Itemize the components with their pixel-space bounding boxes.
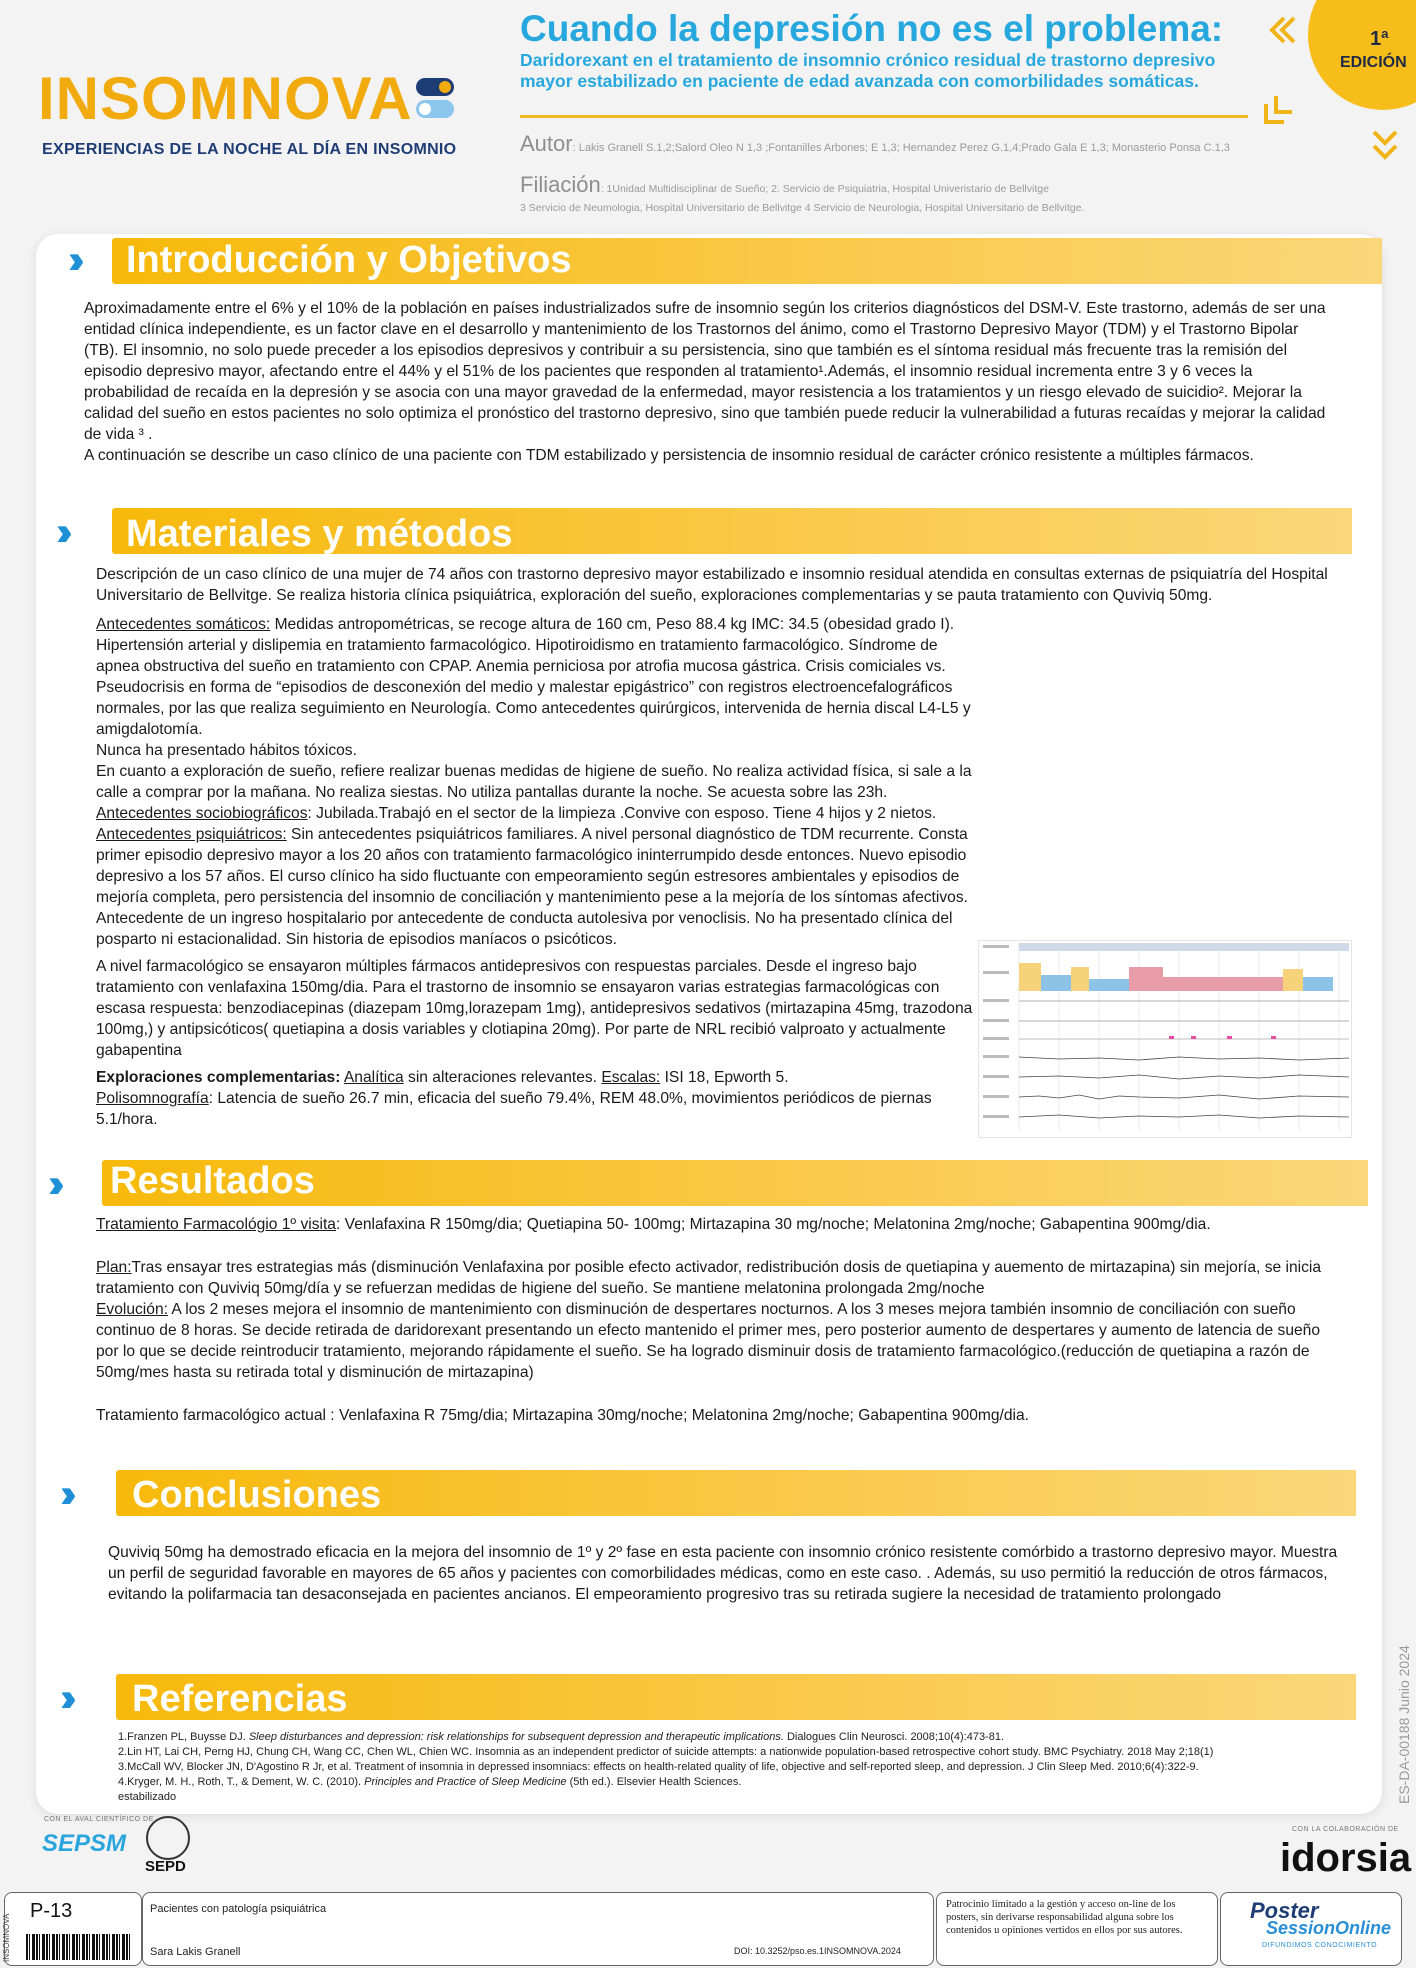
section-chevron-icon: ›› xyxy=(68,238,75,282)
ref1-authors: 1.Franzen PL, Buysse DJ. xyxy=(118,1731,249,1743)
intro-heading: Introducción y Objetivos xyxy=(126,239,572,281)
psych-label: Antecedentes psiquiátricos: xyxy=(96,826,287,843)
complementary-exams xyxy=(96,1067,976,1088)
decorative-down-chevrons-icon xyxy=(1370,126,1400,166)
current-treatment: Tratamiento farmacológico actual : Venlafaxina R 75mg/dia; Mirtazapina 30mg/noche; Melatonina 2mg/noche; Gabapentina 900mg/dia. xyxy=(96,1407,1029,1424)
disclaimer: Patrocinio limitado a la gestión y acceso on-line de los posters, sin derivarse responsabilidad alguna sobre los contenidos u opiniones vertidos en ellos por sus autores. xyxy=(946,1899,1183,1936)
conclusions-text: Quviviq 50mg ha demostrado eficacia en la mejora del insomnio de 1º y 2º fase en esta paciente con insomnio crónico resistente comórbido a trastorno depresivo mayor. Muestra un perfil de seguridad favorable en mayores de 65 años y pacientes con comorbilidades médicas, como en este caso. . Además, su uso permitió la reducción de otros fármacos, evitando la polifarmacia tan desaconsejada en pacientes ancianos. El empeoramiento progresivo tras su retirada sugiere la necesidad de tratamiento prolongado xyxy=(108,1544,1338,1603)
affiliation-heading: Filiación xyxy=(520,172,601,197)
methods-heading: Materiales y métodos xyxy=(126,513,513,555)
psg-text: : Latencia de sueño 26.7 min, eficacia del sueño 79.4%, REM 48.0%, movimientos periódicos de piernas 5.1/hora. xyxy=(96,1090,932,1128)
section-chevron-icon: ›› xyxy=(60,1676,67,1720)
psych-history xyxy=(96,824,976,950)
analitica-label: Analítica xyxy=(343,1069,404,1086)
conclusions-heading: Conclusiones xyxy=(132,1474,382,1516)
edition-label: EDICIÓN xyxy=(1340,54,1407,71)
evolution-text: A los 2 meses mejora el insomnio de mantenimiento con disminución de despertares nocturnos. A los 3 meses mejora también insomnio de conciliación con sueño continuo de 8 horas. Se decide retirada de daridorexant presentando un efecto mantenido el primer mes, pero posterior aumento de despertares y aumento de latencia de sueño por lo que se decide reintroducir tratamiento, mejorando rápidamente el sueño. Se ha logrado disminuir dosis de tratamiento farmacológico.(reducción de quetiapina a razón de 50mg/mes hasta su retirada total y disminución de mirtazapina) xyxy=(96,1301,1321,1381)
authors xyxy=(520,130,1240,159)
plan-label: Plan: xyxy=(96,1259,132,1276)
plan xyxy=(96,1257,1346,1299)
section-chevron-icon: ›› xyxy=(48,1162,55,1206)
reference-2: 2.Lin HT, Lai CH, Perng HJ, Chung CH, Wang CC, Chen WL, Chien WC. Insomnia as an independent predictor of suicide attempts: a nationwide population-based retrospective cohort study. BMC Psychiatry. 2018 May 2;18(1) xyxy=(118,1746,1214,1758)
doi: DOI: 10.3252/pso.es.1INSOMNOVA.2024 xyxy=(734,1946,901,1956)
references-heading: Referencias xyxy=(132,1678,348,1720)
intro-paragraph-1: Aproximadamente entre el 6% y el 10% de la población en países industrializados sufre de insomnio según los criterios diagnósticos del DSM-V. Este trastorno, además de ser una entidad clínica independiente, es un factor clave en el desarrollo y mantenimiento de los Trastornos del ánimo, como el Trastorno Depresivo Mayor (TDM) y el Trastorno Bipolar (TB). El insomnio, no solo puede preceder a los episodios depresivos y contribuir a su persistencia, sino que también es el síntoma residual más frecuente tras la remisión del episodio depresivo mayor, afectando entre el 44% y el 51% de los pacientes que responden al tratamiento¹.Además, el insomnio residual incrementa entre 3 y 6 veces la probabilidad de recaída en la depresión y se asocia con una mayor gravedad de la enfermedad, mayor resistencia a los tratamientos y un riesgo elevado de suicidio². Mejorar la calidad del sueño en estos pacientes no solo optimiza el pronóstico del trastorno depresivo, sino que también puede reducir la vulnerabilidad a futuras recaídas y mejorar la calidad de vida ³ . xyxy=(84,300,1326,443)
affiliation-line-1: : 1Unidad Multidisciplinar de Sueño; 2. Servicio de Psiquiatria, Hospital Univeristario de Bellvitge xyxy=(600,183,1049,195)
section-chevron-icon: ›› xyxy=(56,510,63,554)
results-heading: Resultados xyxy=(110,1160,315,1202)
document-code: ES-DA-00188 Junio 2024 xyxy=(1396,1645,1412,1804)
poster-title: Cuando la depresión no es el problema: xyxy=(520,8,1224,49)
poster-id: P-13 xyxy=(30,1900,73,1922)
vertical-label: INSOMNOVA xyxy=(2,1913,11,1962)
poster-subtitle: Daridorexant en el tratamiento de insomnio crónico residual de trastorno depresivo mayor estabilizado en paciente de edad avanzada con comorbilidades somáticas. xyxy=(520,50,1216,91)
escalas-label: Escalas: xyxy=(601,1069,661,1086)
sepd-logo: SEPD xyxy=(145,1858,186,1875)
intro-paragraph-2: A continuación se describe un caso clínico de una paciente con TDM estabilizado y persistencia de insomnio residual de carácter crónico resistente a múltiples fármacos. xyxy=(84,447,1254,464)
aval-label: CON EL AVAL CIENTÍFICO DE xyxy=(44,1816,154,1823)
authors-heading: Autor xyxy=(520,131,573,156)
socio-label: Antecedentes sociobiográficos xyxy=(96,805,308,822)
edition-number: 1ª xyxy=(1370,28,1389,50)
barcode-icon xyxy=(26,1934,130,1960)
ref4-title: Principles and Practice of Sleep Medicine xyxy=(364,1776,567,1788)
escalas-text: ISI 18, Epworth 5. xyxy=(660,1069,789,1086)
insomnova-logo: INSOMNOVA xyxy=(38,65,413,132)
methods-body xyxy=(96,614,976,1130)
methods-intro: Descripción de un caso clínico de una mujer de 74 años con trastorno depresivo mayor estabilizado e insomnio residual atendida en consultas externas de psiquiatría del Hospital Universitario de Bellvitge. Se realiza historia clínica psiquiátrica, exploración del sueño, exploraciones complementarias y se pauta tratamiento con Quviviq 50mg. xyxy=(96,566,1328,604)
somatic-text: Medidas antropométricas, se recoge altura de 160 cm, Peso 88.4 kg IMC: 34.5 (obesidad grado I). Hipertensión arterial y dislipemia en tratamiento farmacológico. Hipotiroidismo en tratamiento farmacológico. Síndrome de apnea obstructiva del sueño en tratamiento con CPAP. Anemia perniciosa por atrofia mucosa gástrica. Crisis comiciales vs. Pseudocrisis en forma de “episodios de desconexión del medio y malestar epigástrico” con registros electroencefalográficos normales, por las que realiza seguimiento en Neurología. Como antecedentes quirúrgicos, intervenida de hernia discal L4-L5 y amigdalotomía. xyxy=(96,616,971,738)
sepsm-logo: SEPSM xyxy=(42,1830,127,1857)
analitica-text: sin alteraciones relevantes. xyxy=(403,1069,602,1086)
colab-label: CON LA COLABORACIÓN DE xyxy=(1292,1826,1399,1833)
ref1-title: Sleep disturbances and depression: risk relationships for subsequent depression and therapeutic implications. xyxy=(248,1731,784,1743)
pharma-history: A nivel farmacológico se ensayaron múltiples fármacos antidepresivos con respuestas parciales. Desde el ingreso bajo tratamiento con venlafaxina 150mg/dia. Para el trastorno de insomnio se ensayaron varias estrategias farmacológicas con escasa respuesta: benzodiacepinas (diazepam 10mg,lorazepam 1mg), antidepresivos sedativos (mirtazapina 45mg, trazodona 100mg,) y antipsicóticos( quetiapina a dosis variables y clotiapina 20mg). Por parte de NRL recibió valproato y actualmente gabapentina xyxy=(96,958,973,1059)
evolution xyxy=(96,1299,1346,1383)
polysomnography xyxy=(96,1088,976,1130)
ref1-source: Dialogues Clin Neurosci. 2008;10(4):473-81. xyxy=(783,1731,1005,1743)
ref4-authors: 4.Kryger, M. H., Roth, T., & Dement, W. C. (2010). xyxy=(118,1776,365,1788)
reference-4 xyxy=(118,1775,1348,1790)
first-visit-label: Tratamiento Farmacológio 1º visita xyxy=(96,1216,336,1233)
affiliation-line-2: 3 Servicio de Neumologia, Hospital Universitario de Bellvitge 4 Servicio de Neurologia, Hospital Universitario de Bellvitge. xyxy=(520,201,1085,214)
ref4-source: (5th ed.). Elsevier Health Sciences. xyxy=(566,1776,742,1788)
evolution-label: Evolución: xyxy=(96,1301,168,1318)
title-divider xyxy=(520,115,1248,118)
reference-1 xyxy=(118,1730,1348,1745)
section-chevron-icon: ›› xyxy=(60,1472,67,1516)
socio-text: : Jubilada.Trabajó en el sector de la limpieza .Convive con esposo. Tiene 4 hijos y 2 nietos. xyxy=(307,805,937,822)
pso-tagline: DIFUNDIMOS CONOCIMIENTO xyxy=(1262,1942,1378,1949)
hypnogram-image xyxy=(979,941,1351,1137)
intro-body xyxy=(84,298,1336,466)
affiliations xyxy=(520,170,1240,215)
decorative-chevrons-icon xyxy=(1260,12,1300,152)
plan-text: Tras ensayar tres estrategias más (disminución Venlafaxina por posible efecto activador, redistribución dosis de quetiapina y auemento de mirtazapina) sin mejoría, se inicia tratamiento con Quviviq 50mg/día y se refuerzan medidas de higiene del sueño. Se mantiene melatonina prolongada 2mg/noche xyxy=(96,1259,1322,1297)
pso-logo-2: SessionOnline xyxy=(1266,1918,1392,1938)
idorsia-logo: idorsia xyxy=(1280,1836,1412,1880)
polysomnography-figure xyxy=(978,940,1352,1138)
tagline: EXPERIENCIAS DE LA NOCHE AL DÍA EN INSOMNIO xyxy=(42,141,457,158)
explor-label: Exploraciones complementarias: xyxy=(96,1069,341,1086)
reference-3: 3.McCall WV, Blocker JN, D'Agostino R Jr, et al. Treatment of insomnia in depressed insomniacs: effects on health-related quality of life, objective and self-reported sleep, and depression. J Clin Sleep Med. 2010;6(4):322-9. xyxy=(118,1761,1199,1773)
sepd-seal-icon xyxy=(146,1816,190,1860)
reference-stray: estabilizado xyxy=(118,1791,177,1803)
category: Pacientes con patología psiquiátrica xyxy=(150,1903,327,1915)
psych-text: Sin antecedentes psiquiátricos familiares. A nivel personal diagnóstico de TDM recurrente. Consta primer episodio depresivo mayor a los 20 años con tratamiento farmacológico ininterrumpido desde entonces. Nuevo episodio depresivo a los 57 años. El curso clínico ha sido fluctuante con empeoramiento según estresores ambientales y episodios de mejoría completa, pero persistencia del insomnio de conciliación y mantenimiento pese a la mejoría de los síntomas afectivos. Antecedente de un ingreso hospitalario por antecedente de conducta autolesiva por venoclisis. No ha presentado clínica del posparto ni estacionalidad. Sin historia de episodios maníacos o psicóticos. xyxy=(96,826,968,948)
first-visit-treatment xyxy=(96,1214,1346,1235)
toxic-habits: Nunca ha presentado hábitos tóxicos. xyxy=(96,742,357,759)
somatic-label: Antecedentes somáticos: xyxy=(96,616,271,633)
first-visit-text: : Venlafaxina R 150mg/dia; Quetiapina 50- 100mg; Mirtazapina 30 mg/noche; Melatonina 2mg/noche; Gabapentina 900mg/dia. xyxy=(335,1216,1211,1233)
poster-author: Sara Lakis Granell xyxy=(150,1946,241,1958)
somatic-history xyxy=(96,614,976,740)
references-list xyxy=(118,1730,1348,1805)
pso-logo-1: Poster xyxy=(1250,1898,1319,1923)
sleep-exploration: En cuanto a exploración de sueño, refiere realizar buenas medidas de higiene de sueño. No realiza actividad física, si sale a la calle a comprar por la mañana. No realiza siestas. No utiliza pantallas durante la noche. Se acuesta sobre las 23h. xyxy=(96,763,972,801)
moon-pill-icon xyxy=(414,74,456,122)
socio-history xyxy=(96,803,976,824)
results-body xyxy=(96,1214,1346,1426)
authors-list: : Lakis Granell S.1,2;Salord Oleo N 1,3 ;Fontanilles Arbones; E 1,3; Hernandez Perez G.1,4;Prado Gala E 1,3; Monasterio Ponsa C.1,3 xyxy=(572,142,1230,154)
psg-label: Polisomnografía xyxy=(96,1090,209,1107)
